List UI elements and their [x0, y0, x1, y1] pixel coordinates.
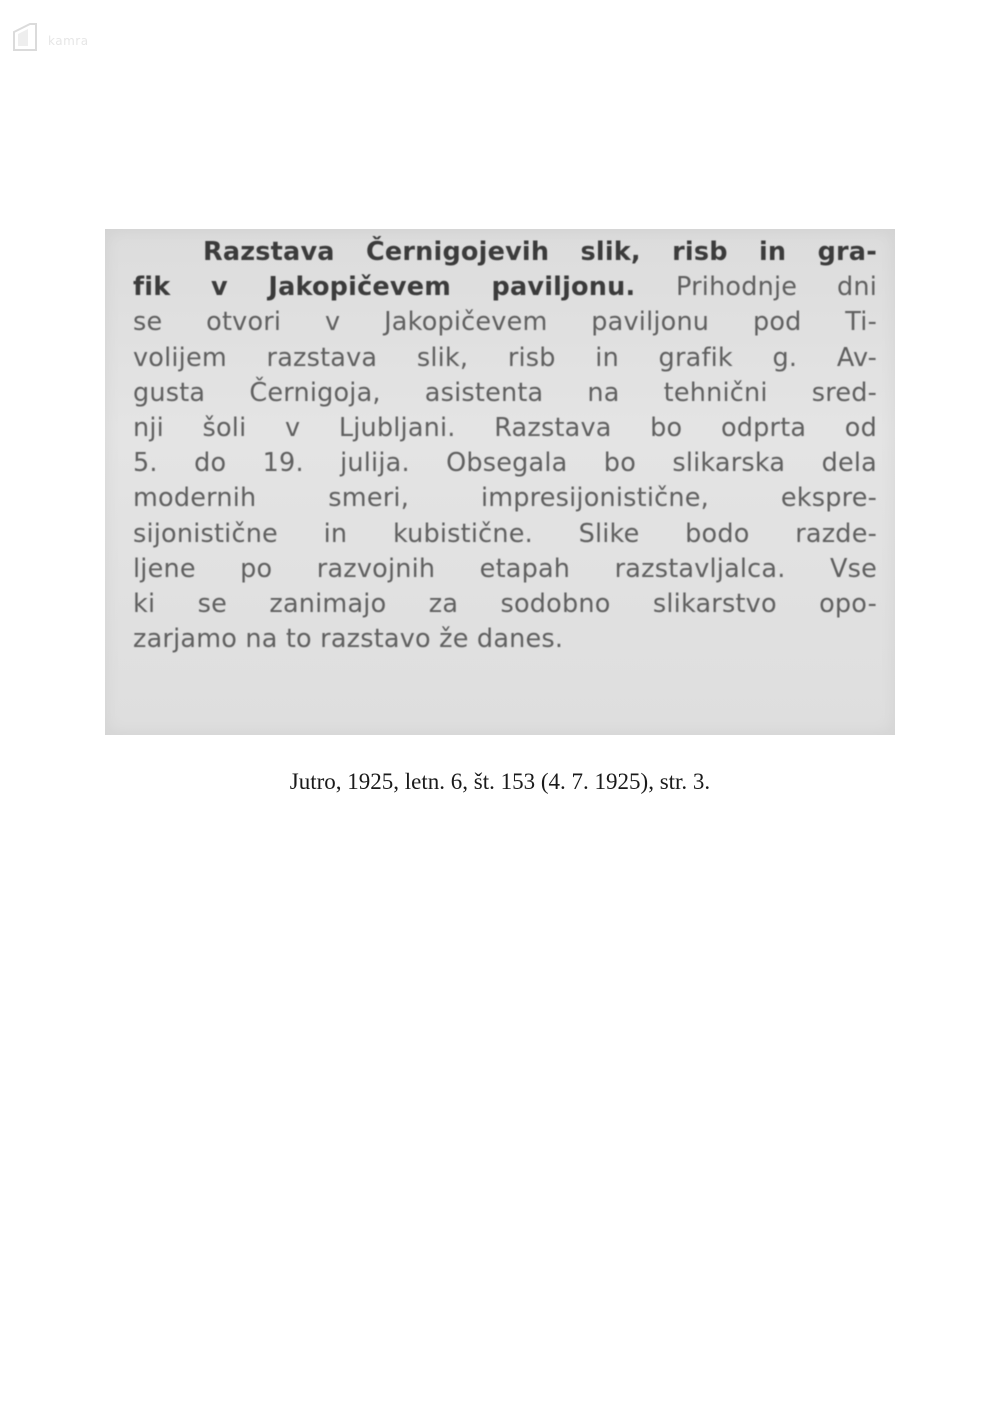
- newspaper-clipping: [105, 229, 895, 735]
- watermark-text: kamra: [48, 34, 89, 48]
- clipping-line: modernih smeri, impresijonistične, ekspre-: [133, 483, 877, 514]
- clipping-headline-part: fik v Jakopičevem paviljonu.: [133, 272, 636, 303]
- clipping-line: se otvori v Jakopičevem paviljonu pod Ti-: [133, 307, 877, 338]
- clipping-line: volijem razstava slik, risb in grafik g. Av-: [133, 342, 877, 373]
- source-caption: Jutro, 1925, letn. 6, št. 153 (4. 7. 1925), str. 3.: [289, 769, 711, 794]
- clipping-line-headline: Razstava Černigojevih slik, risb in gra-: [203, 237, 877, 267]
- clipping-text: [133, 235, 877, 657]
- clipping-body-start: Prihodnje dni: [675, 272, 877, 303]
- clipping-line: ki se zanimajo za sodobno slikarstvo opo-: [133, 589, 877, 620]
- clipping-line-headline-end: [133, 270, 877, 305]
- clipping-line: gusta Černigoja, asistenta na tehnični sred-: [133, 377, 877, 408]
- clipping-line: zarjamo na to razstavo že danes.: [133, 624, 564, 655]
- watermark-icon: [10, 20, 50, 60]
- clipping-line: sijonistične in kubistične. Slike bodo razde-: [133, 518, 877, 549]
- watermark-logo: [10, 20, 120, 60]
- clipping-line: nji šoli v Ljubljani. Razstava bo odprta od: [133, 413, 877, 444]
- clipping-line: 5. do 19. julija. Obsegala bo slikarska dela: [133, 448, 877, 479]
- clipping-line: ljene po razvojnih etapah razstavljalca. Vse: [133, 553, 877, 584]
